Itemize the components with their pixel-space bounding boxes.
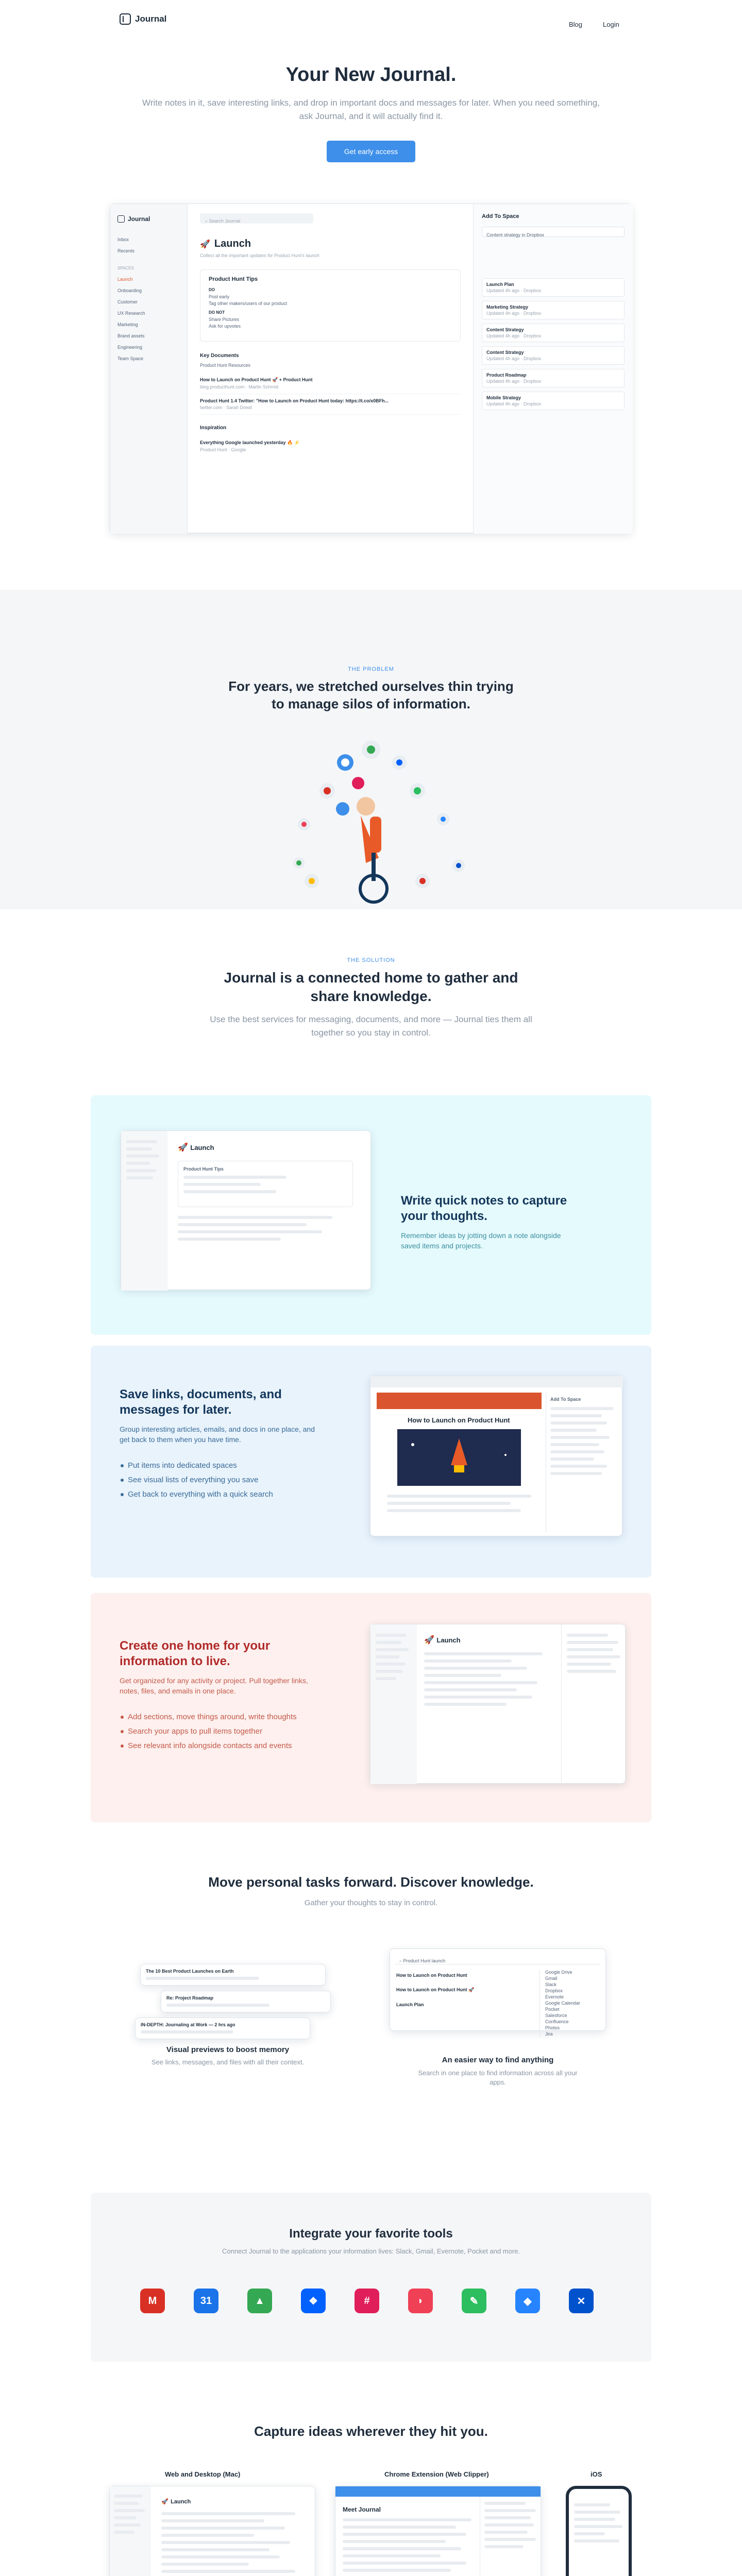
capture-label-chrome: Chrome Extension (Web Clipper) [384,2470,489,2478]
resources-header: Product Hunt Resources [200,363,251,368]
feature-home-screenshot [370,1624,626,1784]
preview-card[interactable] [161,1991,331,2012]
visual-previews-title: Visual previews to boost memory [166,2045,290,2054]
gmail-icon: M [140,2289,165,2313]
google-drive-icon: ▲ [247,2289,272,2313]
app-search-placeholder: Search Journal [209,218,241,224]
panel-result-title: Content Strategy [486,350,524,355]
doc-row[interactable] [200,394,461,415]
find-anything-text [390,2056,606,2087]
doc-row[interactable] [200,436,461,456]
app-filter-item[interactable]: Confluence [545,2019,569,2024]
panel-title: Add To Space [550,1397,581,1402]
preview-card[interactable] [140,1964,326,1986]
search-input[interactable] [395,1954,600,1964]
search-result[interactable]: How to Launch on Product Hunt [396,1973,467,1978]
space-launch[interactable]: Launch [117,277,133,282]
calendar-icon: 31 [194,2289,218,2313]
tasks-subtitle: Gather your thoughts to stay in control. [304,1899,438,1907]
feature-home-desc: Get organized for any activity or project. Pull together links, notes, files, and emails in one place. [120,1676,308,1695]
logo-text: Journal [135,14,167,24]
bullet-item: Search your apps to pull items together [120,1726,297,1737]
hero-title: Your New Journal. [285,64,457,86]
app-filter-item[interactable]: Google Drive [545,1970,572,1975]
panel-result-row[interactable] [482,278,625,297]
app-filter-item[interactable]: Photos [545,2025,560,2030]
bullet-item: Put items into dedicated spaces [120,1460,273,1471]
app-sidebar [110,204,188,534]
panel-search-input[interactable] [482,227,625,237]
panel-search-value: Content strategy in Dropbox [486,232,545,238]
rocket-icon: 🚀 [178,1143,188,1152]
bullet-item: Add sections, move things around, write thoughts [120,1711,297,1723]
feature-notes-card [91,1095,651,1335]
panel-result-row[interactable] [482,346,625,365]
solution-subtitle: Use the best services for messaging, documents, and more — Journal ties them all together so you stay in control. [210,1014,532,1038]
rocket-icon: 🚀 [161,2499,168,2505]
feature-save-title: Save links, documents, and messages for later. [120,1387,282,1417]
note-card[interactable] [200,269,461,342]
screenshot-note-title: Product Hunt Tips [183,1166,224,1172]
inspiration-header: Inspiration [200,425,227,431]
problem-title: For years, we stretched ourselves thin trying to manage silos of information. [228,679,514,711]
ios-phone [566,2486,632,2576]
search-icon: ⌕ [399,1958,403,1963]
problem-section [0,590,742,909]
search-visual [390,1948,606,2037]
space-brand-assets[interactable]: Brand assets [117,333,145,338]
integrations-subtitle: Connect Journal to the applications your information lives: Slack, Gmail, Evernote, Pocket and more. [222,2247,520,2255]
feature-home-title: Create one home for your information to live. [120,1639,271,1668]
doc-title: How to Launch on Product Hunt 🚀 + Product Hunt [200,377,313,382]
capture-label-web: Web and Desktop (Mac) [165,2470,241,2478]
solution-eyebrow: THE SOLUTION [347,957,395,963]
feature-save-desc: Group interesting articles, emails, and docs in one place, and get back to them when you have time. [120,1425,315,1444]
note-title: Product Hunt Tips [209,276,258,282]
doc-sub: twitter.com · Sarah Dowd [200,405,252,410]
hero-subtitle: Write notes in it, save interesting links, and drop in important docs and messages for later. When you need something, ask Journal, and it will actually find it. [142,98,600,121]
spaces-header: SPACES [117,266,134,270]
doc-sub: blog.producthunt.com · Martin Schmid [200,384,279,389]
nav-item-inbox[interactable]: Inbox [117,237,129,242]
top-nav [0,0,742,46]
panel-result-title: Mobile Strategy [486,395,521,400]
visual-previews-desc: See links, messages, and files with all their context. [151,2058,305,2066]
chrome-extension-screenshot [335,2486,541,2576]
app-filter-item[interactable]: Dropbox [545,1988,563,1993]
do-item: Post early [209,294,230,299]
hero-cta-button[interactable]: Get early access [327,141,415,162]
find-anything-title: An easier way to find anything [442,2056,554,2064]
panel-result-meta: Updated 4h ago · Dropbox [486,401,542,406]
search-value: Product Hunt launch [403,1958,446,1963]
dont-item: Share Pictures [209,317,240,322]
panel-result-title: Content Strategy [486,327,524,332]
panel-result-row[interactable] [482,324,625,342]
article-title: How to Launch on Product Hunt [408,1416,510,1424]
panel-result-meta: Updated 4h ago · Dropbox [486,356,542,361]
space-ux-research[interactable]: UX Research [117,311,145,316]
confluence-icon: ✕ [569,2289,594,2313]
app-main [188,204,473,534]
panel-result-row[interactable] [482,369,625,387]
screenshot-title: Launch [171,2499,191,2505]
integrations-title: Integrate your favorite tools [289,2227,453,2241]
key-docs-header: Key Documents [200,353,239,359]
tasks-title: Move personal tasks forward. Discover knowledge. [208,1874,534,1890]
app-filter-item[interactable]: Pocket [545,2007,560,2012]
panel-result-title: Marketing Strategy [486,304,529,310]
do-item: Tag other makers/users of our product [209,301,288,306]
panel-result-row[interactable] [482,301,625,319]
space-team[interactable]: Team Space [117,356,144,361]
rocket-icon: 🚀 [200,240,210,249]
logo[interactable] [120,13,166,25]
screenshot-title: Launch [436,1636,461,1644]
search-result[interactable]: How to Launch on Product Hunt 🚀 [396,1987,475,1992]
app-filter-item[interactable]: Jira [545,2031,553,2037]
app-filter-item[interactable]: Google Calendar [545,2001,581,2006]
panel-result-meta: Updated 4h ago · Dropbox [486,288,542,293]
panel-title: Add To Space [482,213,519,219]
panel-result-title: Product Roadmap [486,372,527,378]
hero [0,64,742,162]
feature-notes-screenshot [121,1130,371,1290]
app-filter-item[interactable]: Slack [545,1982,557,1987]
visual-previews-text [120,2045,336,2066]
panel-result-meta: Updated 4h ago · Dropbox [486,333,542,338]
add-to-space-panel [473,204,633,534]
search-result[interactable]: Launch Plan [396,2002,424,2007]
web-desktop-screenshot [109,2486,315,2576]
find-anything-desc: Search in one place to find information across all your apps. [418,2069,578,2086]
dont-item: Ask for upvotes [209,324,241,329]
preview-cards-visual [135,1964,331,2041]
integrations-card [91,2193,651,2362]
feature-home-card [91,1593,651,1822]
solution-title: Journal is a connected home to gather and share knowledge. [224,970,518,1004]
app-search-bar[interactable] [200,213,313,224]
integrations-row [140,2289,604,2319]
panel-result-title: Launch Plan [486,282,514,287]
panel-result-row[interactable] [482,392,625,410]
dropbox-icon: ❖ [301,2289,326,2313]
feature-save-bullets [120,1460,273,1503]
feature-notes-desc: Remember ideas by jotting down a note alongside saved items and projects. [401,1231,561,1250]
app-filter-item[interactable]: Gmail [545,1976,558,1981]
nav-item-recents[interactable]: Recents [117,248,135,253]
app-logo-text: Journal [128,215,150,223]
capture-title: Capture ideas wherever they hit you. [254,2424,488,2439]
feature-save-screenshot [370,1376,622,1536]
dont-label: DO NOT [209,310,225,315]
screenshot-title: Launch [190,1144,214,1151]
space-customer[interactable]: Customer [117,299,138,304]
preview-card-title: The 10 Best Product Launches on Earth [146,1969,234,1974]
do-label: DO [209,287,215,292]
space-engineering[interactable]: Engineering [117,345,143,350]
problem-eyebrow: THE PROBLEM [348,666,394,672]
doc-title: Everything Google launched yesterday 🔥 ⚡ [200,440,300,445]
app-filter-item[interactable]: Evernote [545,1994,564,1999]
bullet-item: See relevant info alongside contacts and events [120,1740,297,1752]
nav-login-link[interactable]: Login [603,21,619,28]
journal-logo-icon [120,13,131,25]
app-filter-list [539,1970,601,2038]
tasks-section [0,1874,742,1910]
slack-icon: # [355,2289,379,2313]
feature-notes-title: Write quick notes to capture your thoughts. [401,1194,567,1223]
page-title: Launch [214,238,251,249]
page-desc: Collect all the important updates for Product Hunt's launch [200,253,319,258]
preview-card[interactable] [135,2018,310,2039]
search-icon: ⌕ [205,218,209,224]
feature-home-bullets [120,1711,297,1755]
jira-icon: ◆ [515,2289,540,2313]
panel-result-meta: Updated 4h ago · Dropbox [486,311,542,316]
evernote-icon: ✎ [462,2289,486,2313]
app-filter-item[interactable]: Salesforce [545,2013,567,2018]
chrome-article-title: Meet Journal [343,2506,381,2513]
doc-title: Product Hunt 1.4 Twitter: "How to Launch on Product Hunt today: https://t.co/x0BFh... [200,398,389,403]
solution-section [0,957,742,1040]
preview-card-title: Re: Project Roadmap [166,1995,214,2001]
bullet-item: See visual lists of everything you save [120,1475,273,1486]
doc-row[interactable] [200,373,461,394]
rocket-icon: 🚀 [424,1636,434,1645]
journal-logo-icon [117,215,125,223]
app-screenshot [110,204,632,533]
doc-sub: Product Hunt · Google [200,447,246,452]
rocket-illustration [377,1429,542,1486]
juggler-illustration [289,734,474,909]
feature-save-card [91,1346,651,1578]
space-marketing[interactable]: Marketing [117,322,138,327]
panel-results [482,278,625,410]
capture-section [0,2424,742,2439]
panel-result-meta: Updated 4h ago · Dropbox [486,379,542,384]
pocket-icon: ◗ [408,2289,433,2313]
nav-blog-link[interactable]: Blog [569,21,583,28]
preview-card-title: IN-DEPTH: Journaling at Work — 2 hrs ago [141,2022,235,2027]
bullet-item: Get back to everything with a quick search [120,1489,273,1500]
space-onboarding[interactable]: Onboarding [117,288,142,293]
capture-label-ios: iOS [591,2470,602,2478]
